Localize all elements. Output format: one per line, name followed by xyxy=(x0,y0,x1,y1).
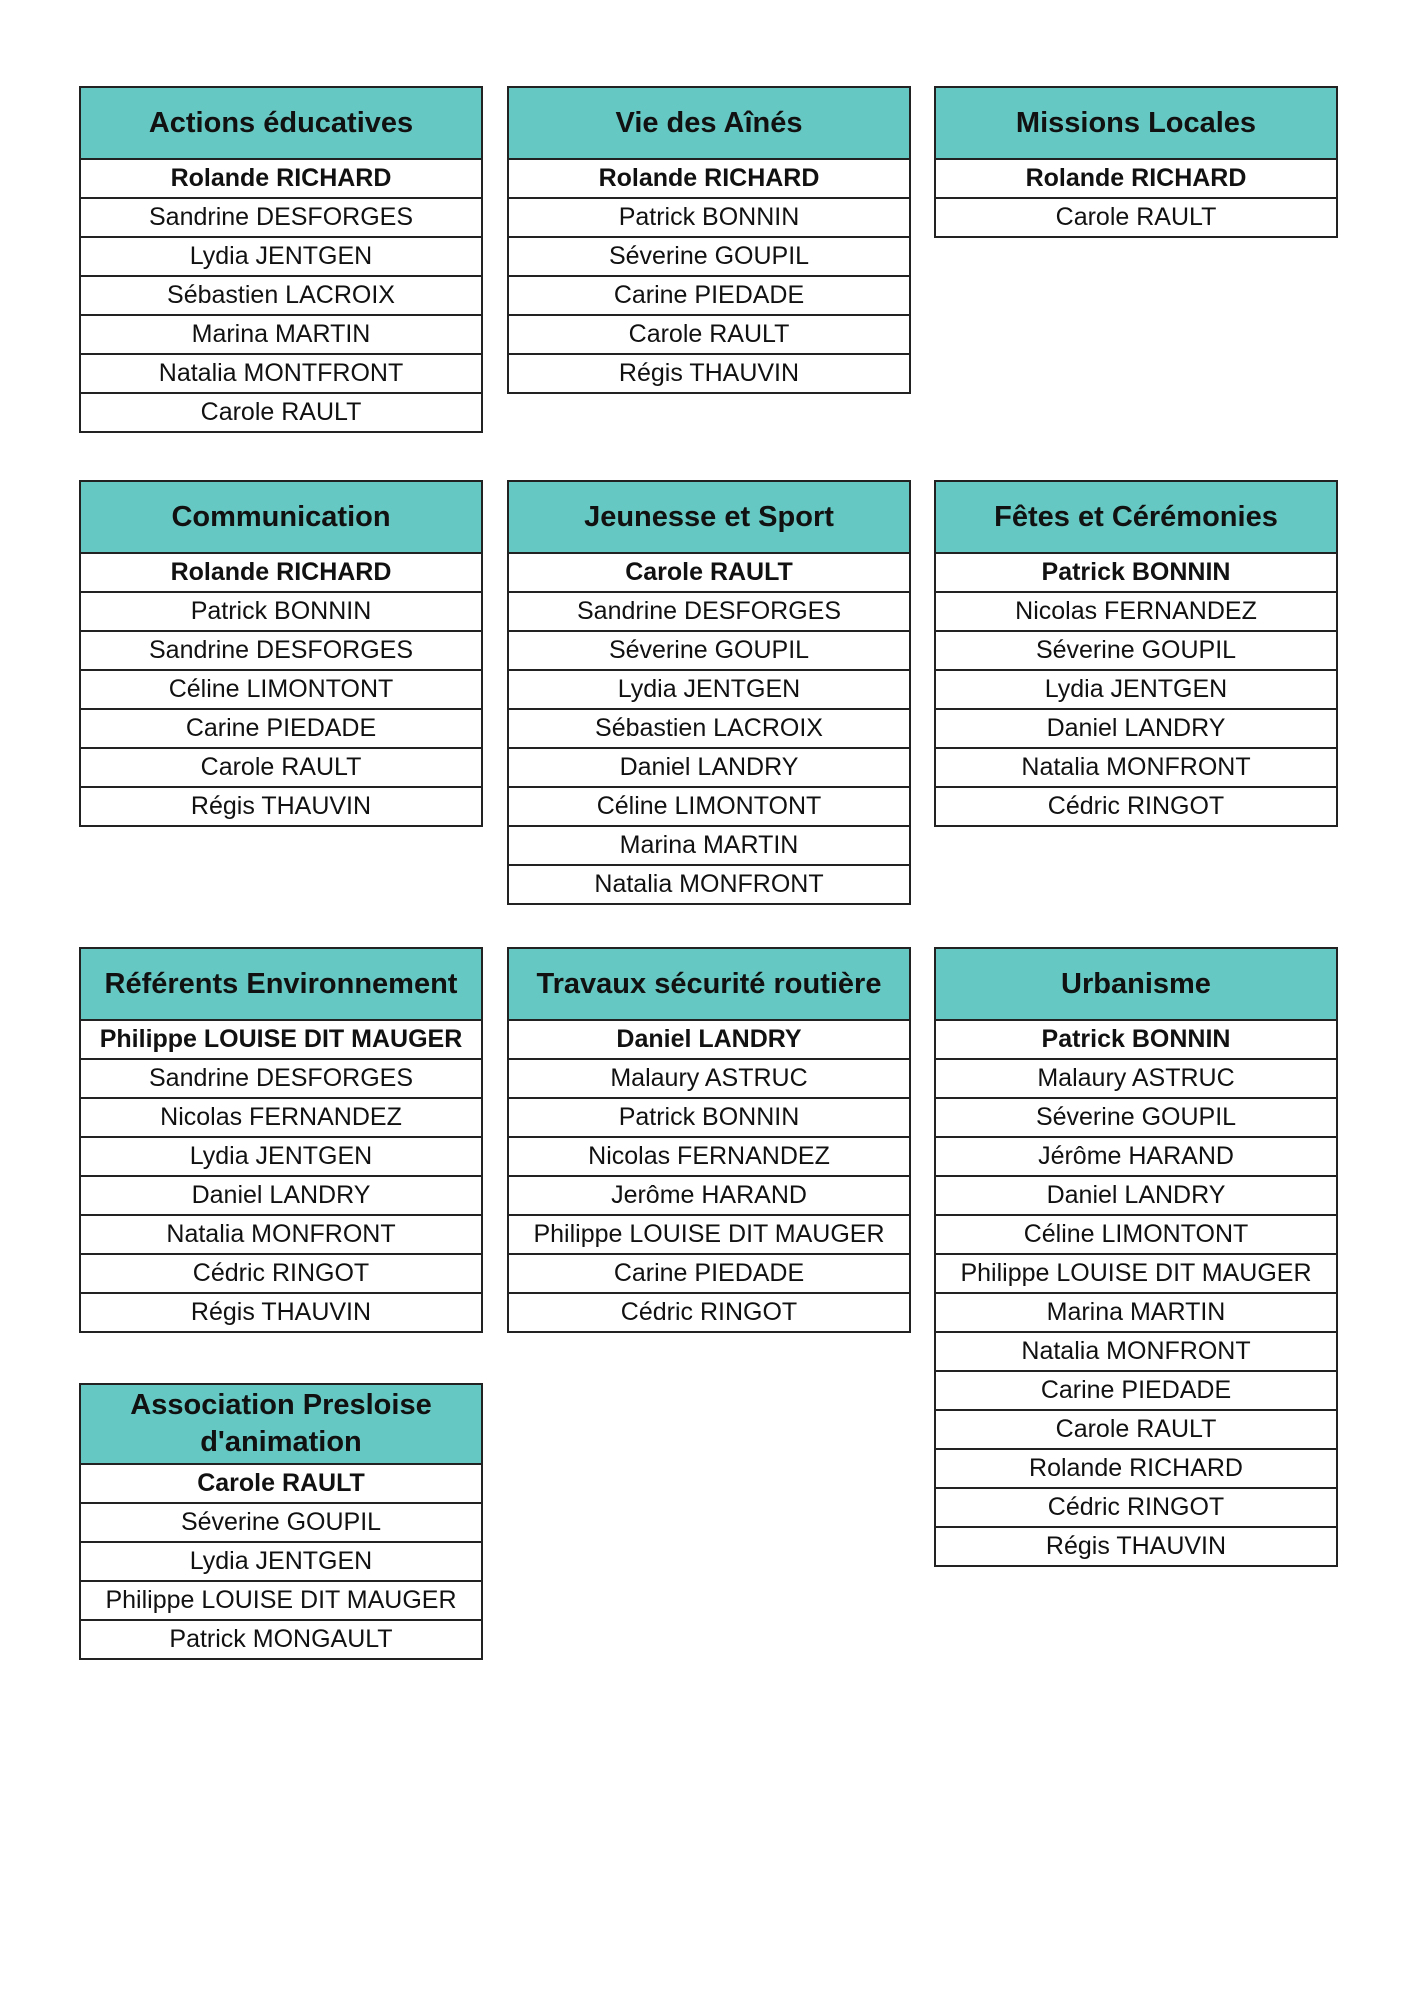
committee-member: Natalia MONFRONT xyxy=(509,864,909,903)
committee-lead: Rolande RICHARD xyxy=(170,164,392,192)
committee-member: Nicolas FERNANDEZ xyxy=(81,1097,481,1136)
committee-title: Travaux sécurité routière xyxy=(509,949,909,1021)
committee-title: Missions Locales xyxy=(936,88,1336,160)
committee-member: Céline LIMONTONT xyxy=(936,1214,1336,1253)
committee-member: Daniel LANDRY xyxy=(509,747,909,786)
committee-member: Lydia JENTGEN xyxy=(936,669,1336,708)
committee-urbanisme xyxy=(934,947,1338,1567)
committee-member: Sandrine DESFORGES xyxy=(81,630,481,669)
committee-member: Patrick MONGAULT xyxy=(81,1619,481,1658)
committee-member: Carine PIEDADE xyxy=(81,708,481,747)
committee-missions-locales xyxy=(934,86,1338,238)
committee-member: Marina MARTIN xyxy=(81,314,481,353)
committee-member: Carole RAULT xyxy=(81,747,481,786)
committee-lead: Carole RAULT xyxy=(197,1469,365,1497)
committee-member: Nicolas FERNANDEZ xyxy=(509,1136,909,1175)
committee-member: Séverine GOUPIL xyxy=(509,630,909,669)
committee-actions-educatives xyxy=(79,86,483,433)
committee-communication xyxy=(79,480,483,827)
committee-member: Céline LIMONTONT xyxy=(509,786,909,825)
committee-member: Sébastien LACROIX xyxy=(81,275,481,314)
committee-member: Carine PIEDADE xyxy=(509,1253,909,1292)
committee-member: Philippe LOUISE DIT MAUGER xyxy=(936,1253,1336,1292)
committee-member: Régis THAUVIN xyxy=(509,353,909,392)
committee-vie-des-aines xyxy=(507,86,911,394)
committee-member: Patrick BONNIN xyxy=(81,591,481,630)
committee-member: Sandrine DESFORGES xyxy=(509,591,909,630)
committee-member: Carine PIEDADE xyxy=(509,275,909,314)
committee-lead: Rolande RICHARD xyxy=(598,164,820,192)
committee-lead: Philippe LOUISE DIT MAUGER xyxy=(99,1025,463,1053)
committee-member: Nicolas FERNANDEZ xyxy=(936,591,1336,630)
committee-referents-environnement xyxy=(79,947,483,1333)
committee-title: Jeunesse et Sport xyxy=(509,482,909,554)
committee-member: Régis THAUVIN xyxy=(81,1292,481,1331)
committee-title: Association Presloise d'animation xyxy=(81,1385,481,1465)
committee-lead: Rolande RICHARD xyxy=(1025,164,1247,192)
committee-member: Régis THAUVIN xyxy=(81,786,481,825)
committee-association-presloise xyxy=(79,1383,483,1660)
committee-member: Sébastien LACROIX xyxy=(509,708,909,747)
committee-lead: Rolande RICHARD xyxy=(170,558,392,586)
committee-title: Référents Environnement xyxy=(81,949,481,1021)
committee-member: Daniel LANDRY xyxy=(936,708,1336,747)
committee-member: Lydia JENTGEN xyxy=(509,669,909,708)
committee-member: Régis THAUVIN xyxy=(936,1526,1336,1565)
committee-member: Carole RAULT xyxy=(936,197,1336,236)
committee-member: Marina MARTIN xyxy=(936,1292,1336,1331)
committee-travaux-securite-routiere xyxy=(507,947,911,1333)
committee-member: Natalia MONFRONT xyxy=(936,747,1336,786)
committee-member: Lydia JENTGEN xyxy=(81,1136,481,1175)
committee-lead: Carole RAULT xyxy=(625,558,793,586)
committee-title: Fêtes et Cérémonies xyxy=(936,482,1336,554)
committee-lead: Daniel LANDRY xyxy=(616,1025,802,1053)
committee-member: Cédric RINGOT xyxy=(509,1292,909,1331)
committee-member: Philippe LOUISE DIT MAUGER xyxy=(81,1580,481,1619)
committee-lead: Patrick BONNIN xyxy=(1041,558,1231,586)
committee-member: Patrick BONNIN xyxy=(509,197,909,236)
committee-member: Séverine GOUPIL xyxy=(936,1097,1336,1136)
committee-member: Sandrine DESFORGES xyxy=(81,197,481,236)
committee-member: Natalia MONTFRONT xyxy=(81,353,481,392)
committee-member: Carine PIEDADE xyxy=(936,1370,1336,1409)
committee-member: Séverine GOUPIL xyxy=(936,630,1336,669)
committee-member: Cédric RINGOT xyxy=(81,1253,481,1292)
committee-member: Daniel LANDRY xyxy=(936,1175,1336,1214)
committee-member: Carole RAULT xyxy=(81,392,481,431)
committee-member: Lydia JENTGEN xyxy=(81,1541,481,1580)
committee-jeunesse-et-sport xyxy=(507,480,911,905)
committee-member: Jérôme HARAND xyxy=(936,1136,1336,1175)
committee-title: Communication xyxy=(81,482,481,554)
committee-member: Séverine GOUPIL xyxy=(81,1502,481,1541)
committee-member: Lydia JENTGEN xyxy=(81,236,481,275)
committee-title: Vie des Aînés xyxy=(509,88,909,160)
committee-lead: Patrick BONNIN xyxy=(1041,1025,1231,1053)
committee-fetes-et-ceremonies xyxy=(934,480,1338,827)
committee-member: Natalia MONFRONT xyxy=(81,1214,481,1253)
committee-member: Jerôme HARAND xyxy=(509,1175,909,1214)
committee-member: Rolande RICHARD xyxy=(936,1448,1336,1487)
committee-member: Cédric RINGOT xyxy=(936,1487,1336,1526)
committee-member: Patrick BONNIN xyxy=(509,1097,909,1136)
committee-member: Marina MARTIN xyxy=(509,825,909,864)
committee-member: Carole RAULT xyxy=(509,314,909,353)
committee-member: Philippe LOUISE DIT MAUGER xyxy=(509,1214,909,1253)
committee-member: Malaury ASTRUC xyxy=(936,1058,1336,1097)
committee-member: Daniel LANDRY xyxy=(81,1175,481,1214)
committee-member: Sandrine DESFORGES xyxy=(81,1058,481,1097)
committee-member: Malaury ASTRUC xyxy=(509,1058,909,1097)
committee-member: Natalia MONFRONT xyxy=(936,1331,1336,1370)
committee-title: Actions éducatives xyxy=(81,88,481,160)
committee-title: Urbanisme xyxy=(936,949,1336,1021)
committee-member: Séverine GOUPIL xyxy=(509,236,909,275)
committee-member: Carole RAULT xyxy=(936,1409,1336,1448)
committee-member: Cédric RINGOT xyxy=(936,786,1336,825)
committee-member: Céline LIMONTONT xyxy=(81,669,481,708)
